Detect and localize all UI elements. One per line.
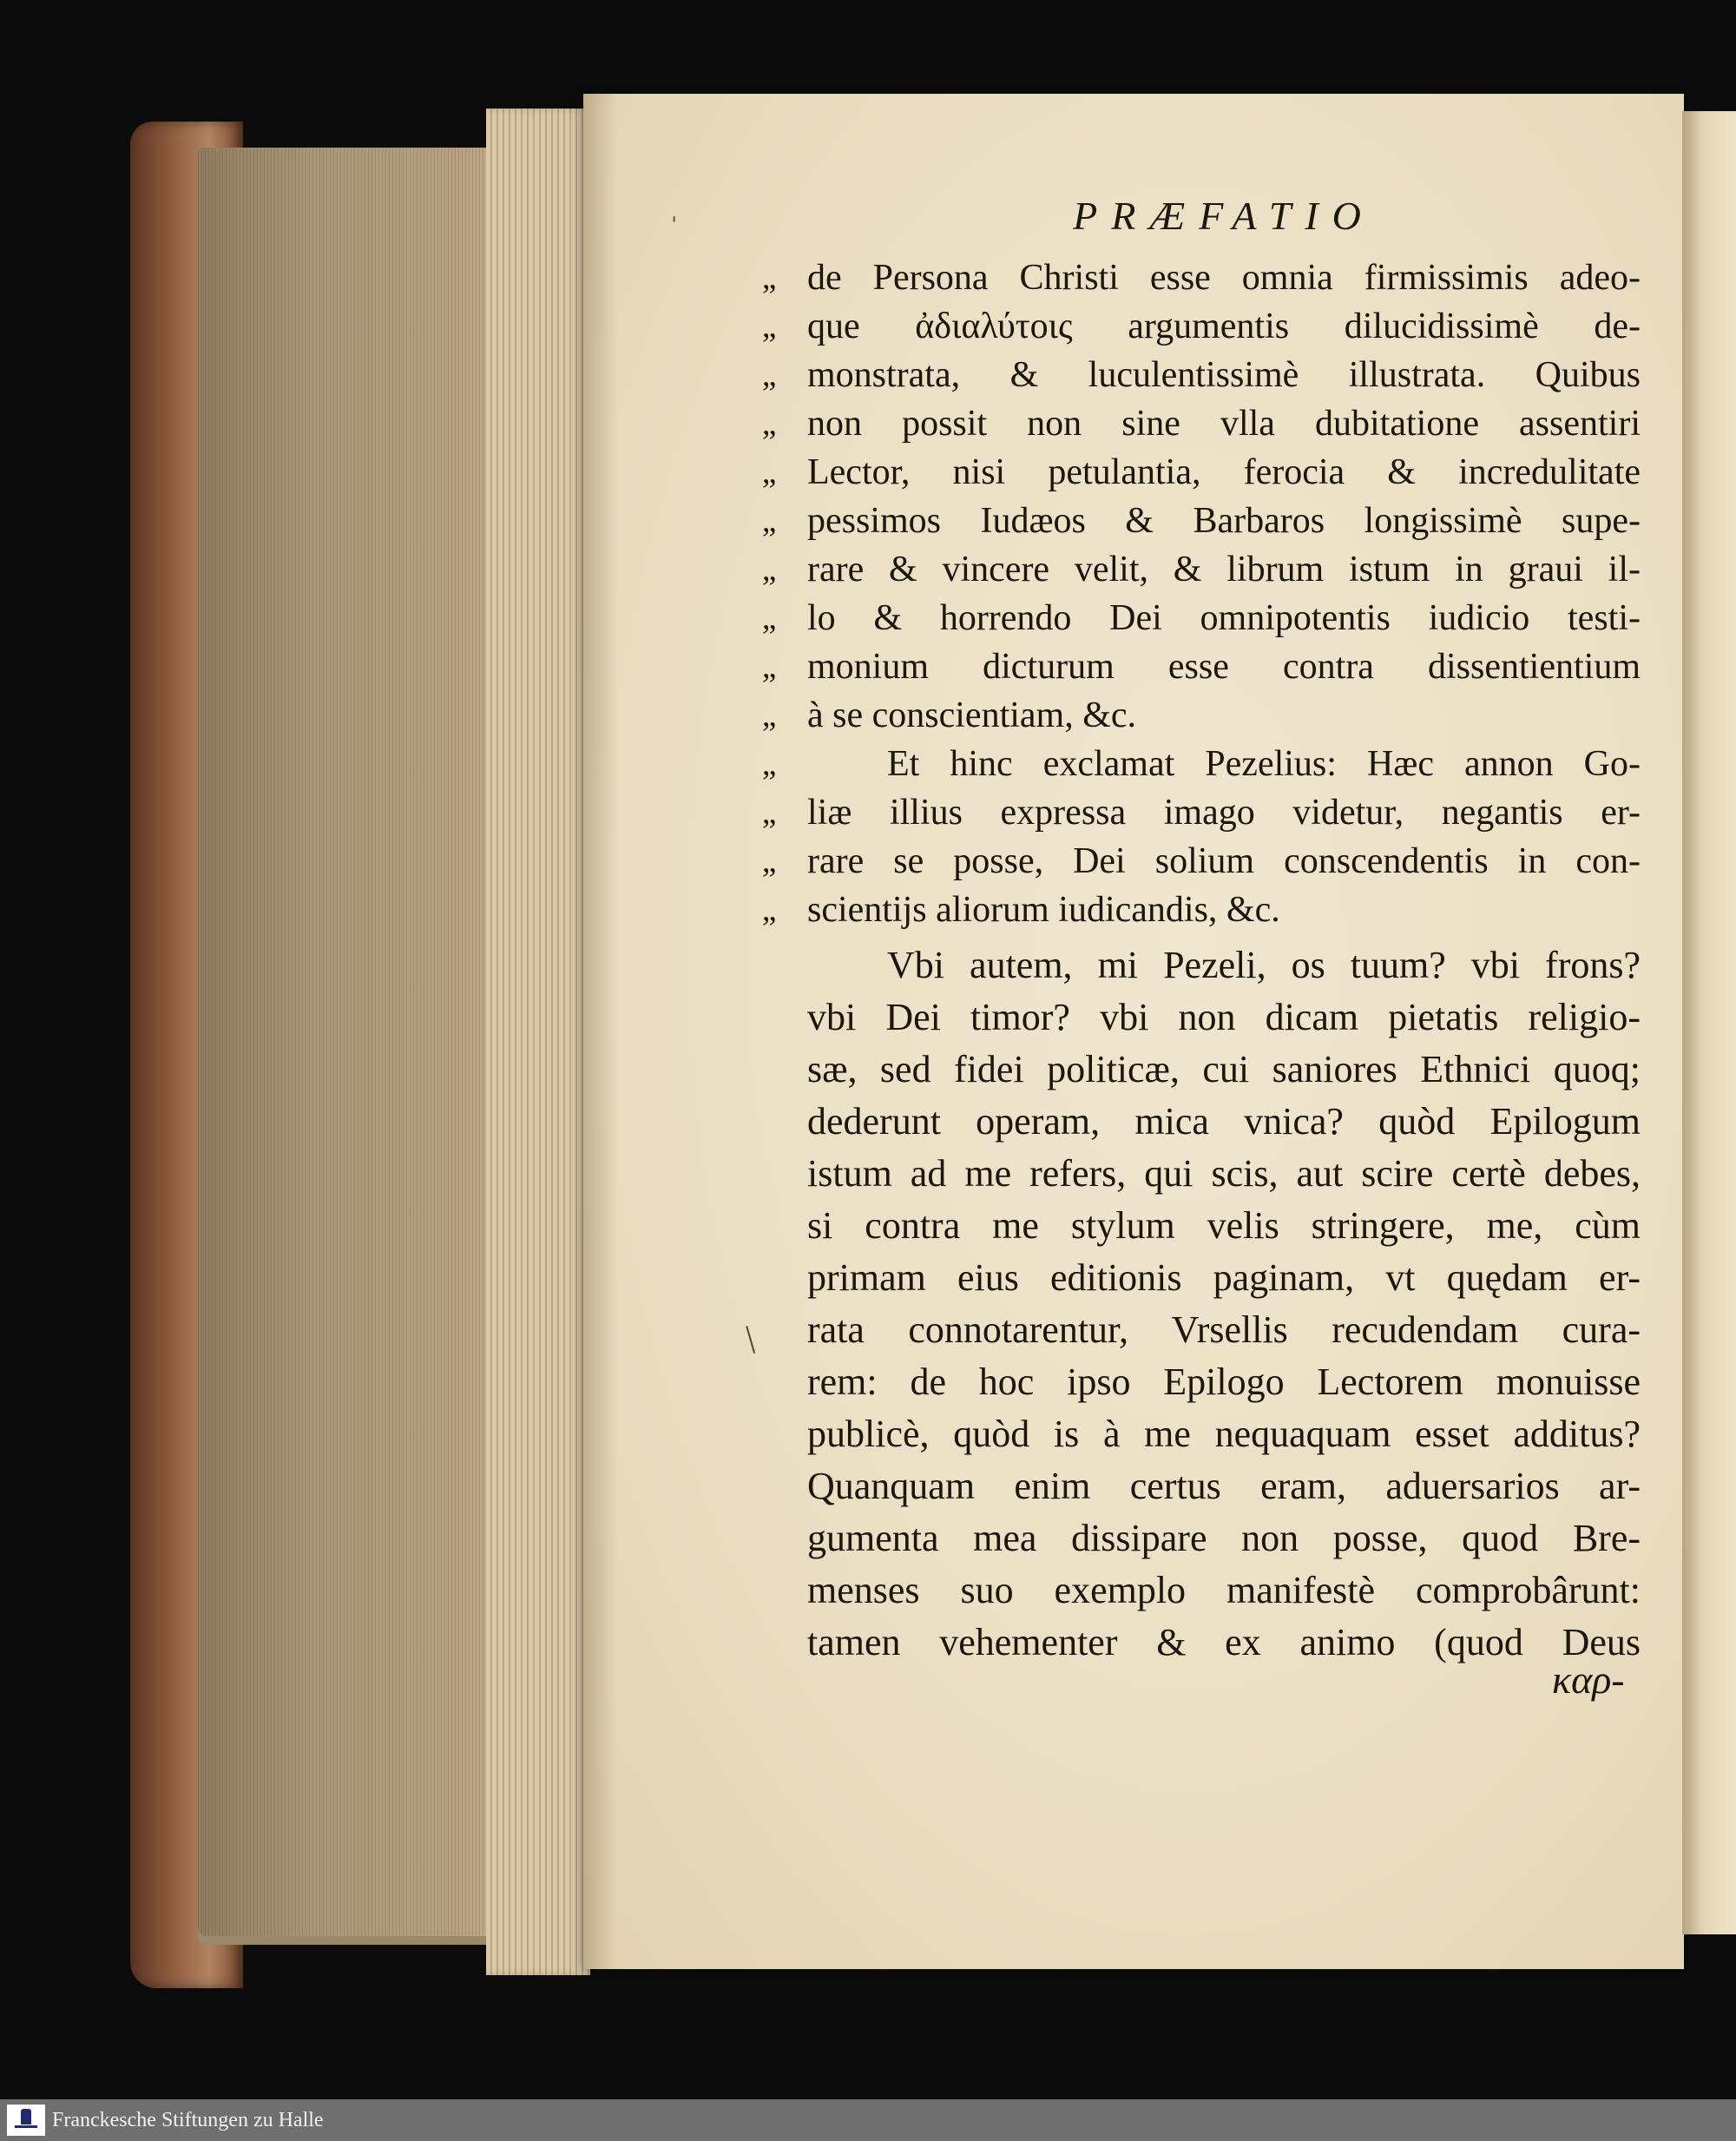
body-line: Vbi autem, mi Pezeli, os tuum? vbi frons? [887,944,1641,986]
quote-line-text: à se conscientiam, &c. [807,695,1137,735]
body-line: publicè, quòd is à me nequaquam esset additus? [807,1413,1641,1455]
quotation-marker: ,, [762,357,775,393]
quote-line [762,594,1641,642]
quote-line-text: Et hinc exclamat Pezelius: Hæc annon Go- [887,744,1641,784]
quotation-marker: ,, [762,794,775,831]
quote-line-text: liæ illius expressa imago videtur, negantis er- [807,793,1641,833]
quote-line [762,788,1641,837]
facing-page-edge [1682,111,1736,1934]
body-paragraph [807,939,1641,1669]
quote-line-text: rare se posse, Dei solium conscendentis in con- [807,841,1641,881]
body-line: tamen vehementer & ex animo (quod Deus [807,1621,1641,1663]
body-line: dederunt operam, mica vnica? quòd Epilogum [807,1100,1641,1143]
quote-line [762,302,1641,351]
quote-line [762,545,1641,594]
margin-stroke-mark: / [733,1317,768,1361]
quote-line-text: monium dicturum esse contra dissentientium [807,647,1641,687]
body-line: gumenta mea dissipare non posse, quod Bre- [807,1517,1641,1559]
quotation-marker: ,, [762,843,775,879]
quote-line [762,351,1641,399]
logo-mark [21,2109,31,2125]
quote-line [762,886,1641,934]
quotation-marker: ,, [762,649,775,685]
leaf-edges [486,109,590,1975]
quotation-marker: ,, [762,405,775,442]
gutter-shadow [583,94,618,1969]
quote-line [762,642,1641,691]
quote-line-text: que ἀδιαλύτοις argumentis dilucidissimè de- [807,306,1641,346]
quote-line [762,254,1641,302]
quote-line [762,399,1641,448]
logo-base [15,2125,37,2128]
quotation-marker: ,, [762,600,775,636]
institution-logo-icon [7,2105,45,2136]
quotation-marker: ,, [762,503,775,539]
quote-line-text: pessimos Iudæos & Barbaros longissimè supe- [807,501,1641,541]
body-line: Quanquam enim certus eram, aduersarios ar- [807,1465,1641,1507]
quotation-marker: ,, [762,551,775,588]
quote-line-text: lo & horrendo Dei omnipotentis iudicio testi- [807,598,1641,638]
body-line: menses suo exemplo manifestè comprobârunt: [807,1569,1641,1611]
body-line: rem: de hoc ipso Epilogo Lectorem monuisse [807,1360,1641,1403]
quotation-marker: ,, [762,892,775,928]
quote-line [762,448,1641,497]
margin-tick-mark: ˈ [668,209,681,248]
body-line: sæ, sed fidei politicæ, cui saniores Ethnici quoq; [807,1048,1641,1090]
body-line: si contra me stylum velis stringere, me, cùm [807,1204,1641,1247]
catchword: καρ- [1552,1657,1625,1702]
quote-line [762,497,1641,545]
quotation-marker: ,, [762,746,775,782]
quotation-marker: ,, [762,308,775,345]
quotation-marker: ,, [762,260,775,296]
quote-line-text: non possit non sine vlla dubitatione assentiri [807,404,1641,444]
quotation-marker: ,, [762,697,775,734]
footer-bar [0,2099,1736,2141]
quoted-passage [762,254,1641,934]
quotation-marker: ,, [762,454,775,491]
quote-line [762,691,1641,740]
quote-line-text: rare & vincere velit, & librum istum in graui il- [807,550,1641,590]
quote-line-text: de Persona Christi esse omnia firmissimis adeo- [807,258,1641,298]
body-line: istum ad me refers, qui scis, aut scire certè debes, [807,1152,1641,1195]
quote-line-text: Lector, nisi petulantia, ferocia & incredulitate [807,452,1641,492]
body-line: vbi Dei timor? vbi non dicam pietatis religio- [807,996,1641,1038]
body-line: primam eius editionis paginam, vt quędam er- [807,1256,1641,1299]
quote-line-text: scientijs aliorum iudicandis, &c. [807,890,1280,930]
running-head: PRÆFATIO [1073,194,1375,238]
body-line: rata connotarentur, Vrsellis recudendam cura- [807,1308,1641,1351]
quote-line [762,740,1641,788]
institution-name: Franckesche Stiftungen zu Halle [52,2109,324,2131]
quote-line-text: monstrata, & luculentissimè illustrata. Quibus [807,355,1641,395]
quote-line [762,837,1641,886]
